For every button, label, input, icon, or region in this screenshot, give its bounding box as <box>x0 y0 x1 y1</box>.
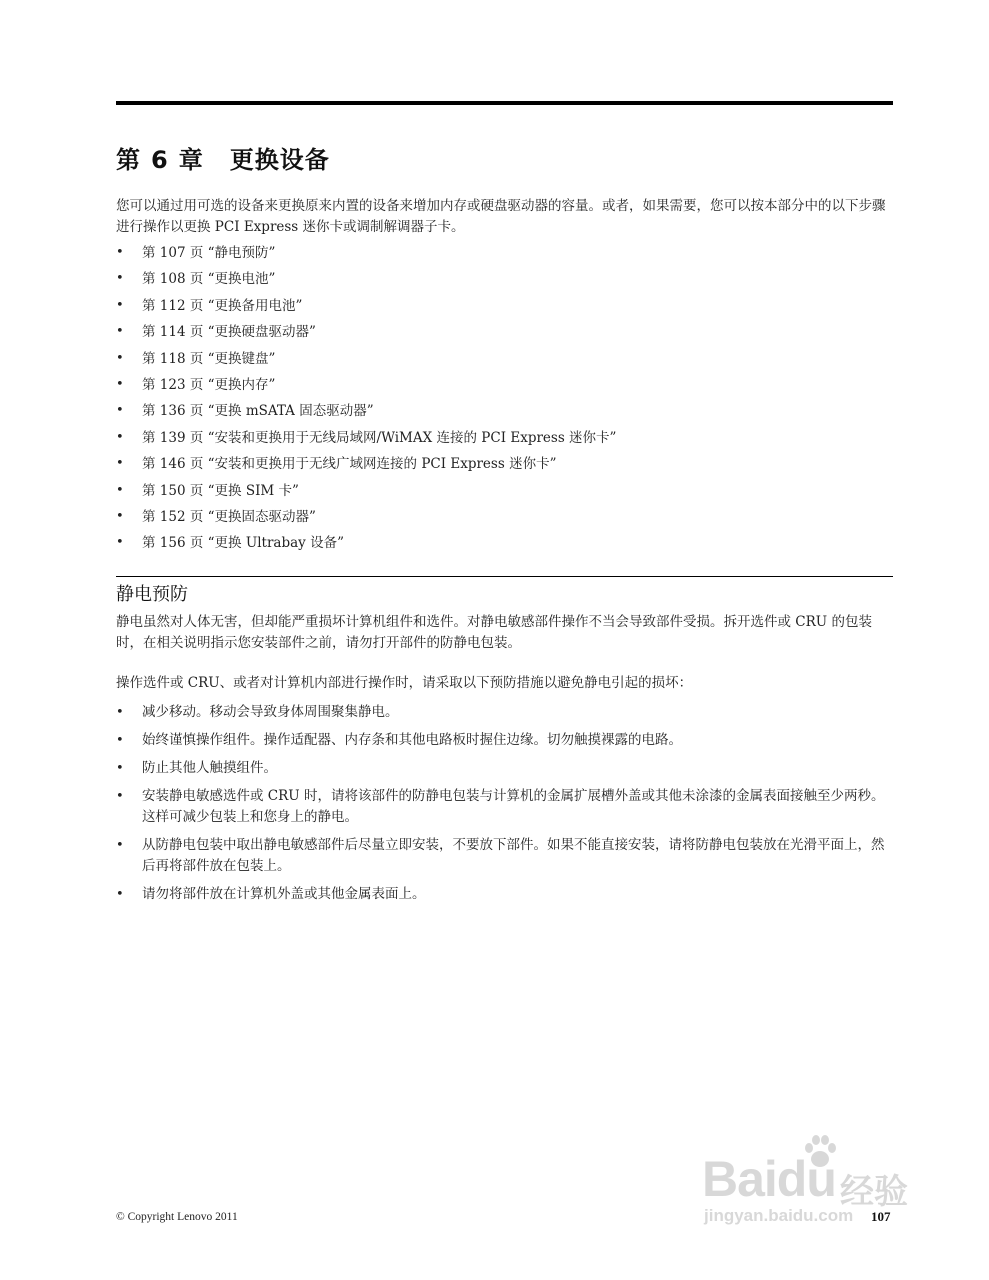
toc-link[interactable]: 第 139 页 “安装和更换用于无线局域网/WiMAX 连接的 PCI Express 迷你卡” <box>142 429 617 446</box>
list-item <box>116 786 893 828</box>
toc-link[interactable]: 第 114 页 “更换硬盘驱动器” <box>142 324 316 341</box>
section-rule <box>116 576 893 577</box>
list-item <box>116 758 893 779</box>
bullet: • <box>116 508 124 524</box>
bullet: • <box>116 297 124 313</box>
bullet: • <box>116 887 124 902</box>
bullet: • <box>116 482 124 498</box>
toc-link[interactable]: 第 108 页 “更换电池” <box>142 271 276 288</box>
toc-link[interactable]: 第 150 页 “更换 SIM 卡” <box>142 482 299 499</box>
baidu-watermark <box>700 1132 930 1232</box>
toc-link[interactable]: 第 123 页 “更换内存” <box>142 376 276 393</box>
bullet: • <box>116 789 124 804</box>
bullet: • <box>116 838 124 853</box>
section-paragraph-2: 操作选件或 CRU、或者对计算机内部进行操作时，请采取以下预防措施以避免静电引起的损坏： <box>116 675 693 691</box>
chapter-name: 更换设备 <box>229 146 330 174</box>
watermark-brand: Baidu <box>702 1151 836 1207</box>
toc-item[interactable] <box>116 530 893 556</box>
chapter-suffix: 章 <box>178 146 204 174</box>
toc-item[interactable] <box>116 346 893 372</box>
toc-link[interactable]: 第 107 页 “静电预防” <box>142 245 276 261</box>
bullet: • <box>116 733 124 748</box>
bullet: • <box>116 429 124 445</box>
toc-item[interactable] <box>116 398 893 424</box>
page-number: 107 <box>871 1209 891 1224</box>
bullet: • <box>116 350 124 366</box>
toc-link[interactable]: 第 156 页 “更换 Ultrabay 设备” <box>142 535 344 552</box>
toc-link[interactable]: 第 146 页 “安装和更换用于无线广域网连接的 PCI Express 迷你卡” <box>142 456 557 473</box>
list-item <box>116 884 893 905</box>
bullet: • <box>116 376 124 392</box>
chapter-top-rule <box>116 101 893 105</box>
list-item <box>116 702 893 723</box>
list-item <box>116 730 893 751</box>
list-item-text: 始终谨慎操作组件。操作适配器、内存条和其他电路板时握住边缘。切勿触摸裸露的电路。 <box>142 732 682 748</box>
toc-item[interactable] <box>116 293 893 319</box>
toc-link[interactable]: 第 112 页 “更换备用电池” <box>142 297 303 314</box>
toc-item[interactable] <box>116 504 893 530</box>
bullet: • <box>116 705 124 720</box>
bullet: • <box>116 535 124 551</box>
bullet: • <box>116 761 124 776</box>
section-paragraph-1: 静电虽然对人体无害，但却能严重损坏计算机组件和选件。对静电敏感部件操作不当会导致部件受损。拆开选件或 CRU 的包装时，在相关说明指示您安装部件之前，请勿打开部件的防静电包装。 <box>116 614 872 651</box>
chapter-title <box>116 140 330 175</box>
list-item-text: 从防静电包装中取出静电敏感部件后尽量立即安装，不要放下部件。如果不能直接安装，请将防静电包装放在光滑平面上，然后再将部件放在包装上。 <box>142 837 885 874</box>
list-item-text: 防止其他人触摸组件。 <box>142 760 277 776</box>
toc-link[interactable]: 第 118 页 “更换键盘” <box>142 350 276 367</box>
toc-item[interactable] <box>116 372 893 398</box>
chapter-prefix: 第 <box>116 146 141 174</box>
toc-item[interactable] <box>116 319 893 345</box>
section-title: 静电预防 <box>116 584 188 605</box>
watermark-brand-cn: 经验 <box>840 1173 908 1211</box>
intro-paragraph: 您可以通过用可选的设备来更换原来内置的设备来增加内存或硬盘驱动器的容量。或者，如果需要，您可以按本部分中的以下步骤进行操作以更换 PCI Express 迷你卡或调制解调器子卡。 <box>116 198 886 235</box>
toc-item[interactable] <box>116 266 893 292</box>
list-item-text: 安装静电敏感选件或 CRU 时，请将该部件的防静电包装与计算机的金属扩展槽外盖或其他未涂漆的金属表面接触至少两秒。这样可减少包装上和您身上的静电。 <box>142 788 885 825</box>
bullet: • <box>116 324 124 340</box>
toc-item[interactable] <box>116 451 893 477</box>
toc-item[interactable] <box>116 425 893 451</box>
list-item-text: 请勿将部件放在计算机外盖或其他金属表面上。 <box>142 886 426 902</box>
chapter-number: 6 <box>151 146 169 174</box>
bullet: • <box>116 403 124 419</box>
toc-link[interactable]: 第 136 页 “更换 mSATA 固态驱动器” <box>142 403 374 420</box>
precautions-list <box>116 702 893 912</box>
list-item-text: 减少移动。移动会导致身体周围聚集静电。 <box>142 704 399 720</box>
toc-link[interactable]: 第 152 页 “更换固态驱动器” <box>142 508 316 525</box>
bullet: • <box>116 245 124 260</box>
toc-list <box>116 240 893 557</box>
bullet: • <box>116 456 124 472</box>
toc-item[interactable] <box>116 478 893 504</box>
watermark-url: jingyan.baidu.com <box>704 1206 854 1225</box>
toc-item[interactable] <box>116 240 893 266</box>
copyright: © Copyright Lenovo 2011 <box>116 1211 238 1223</box>
list-item <box>116 835 893 877</box>
bullet: • <box>116 271 124 287</box>
